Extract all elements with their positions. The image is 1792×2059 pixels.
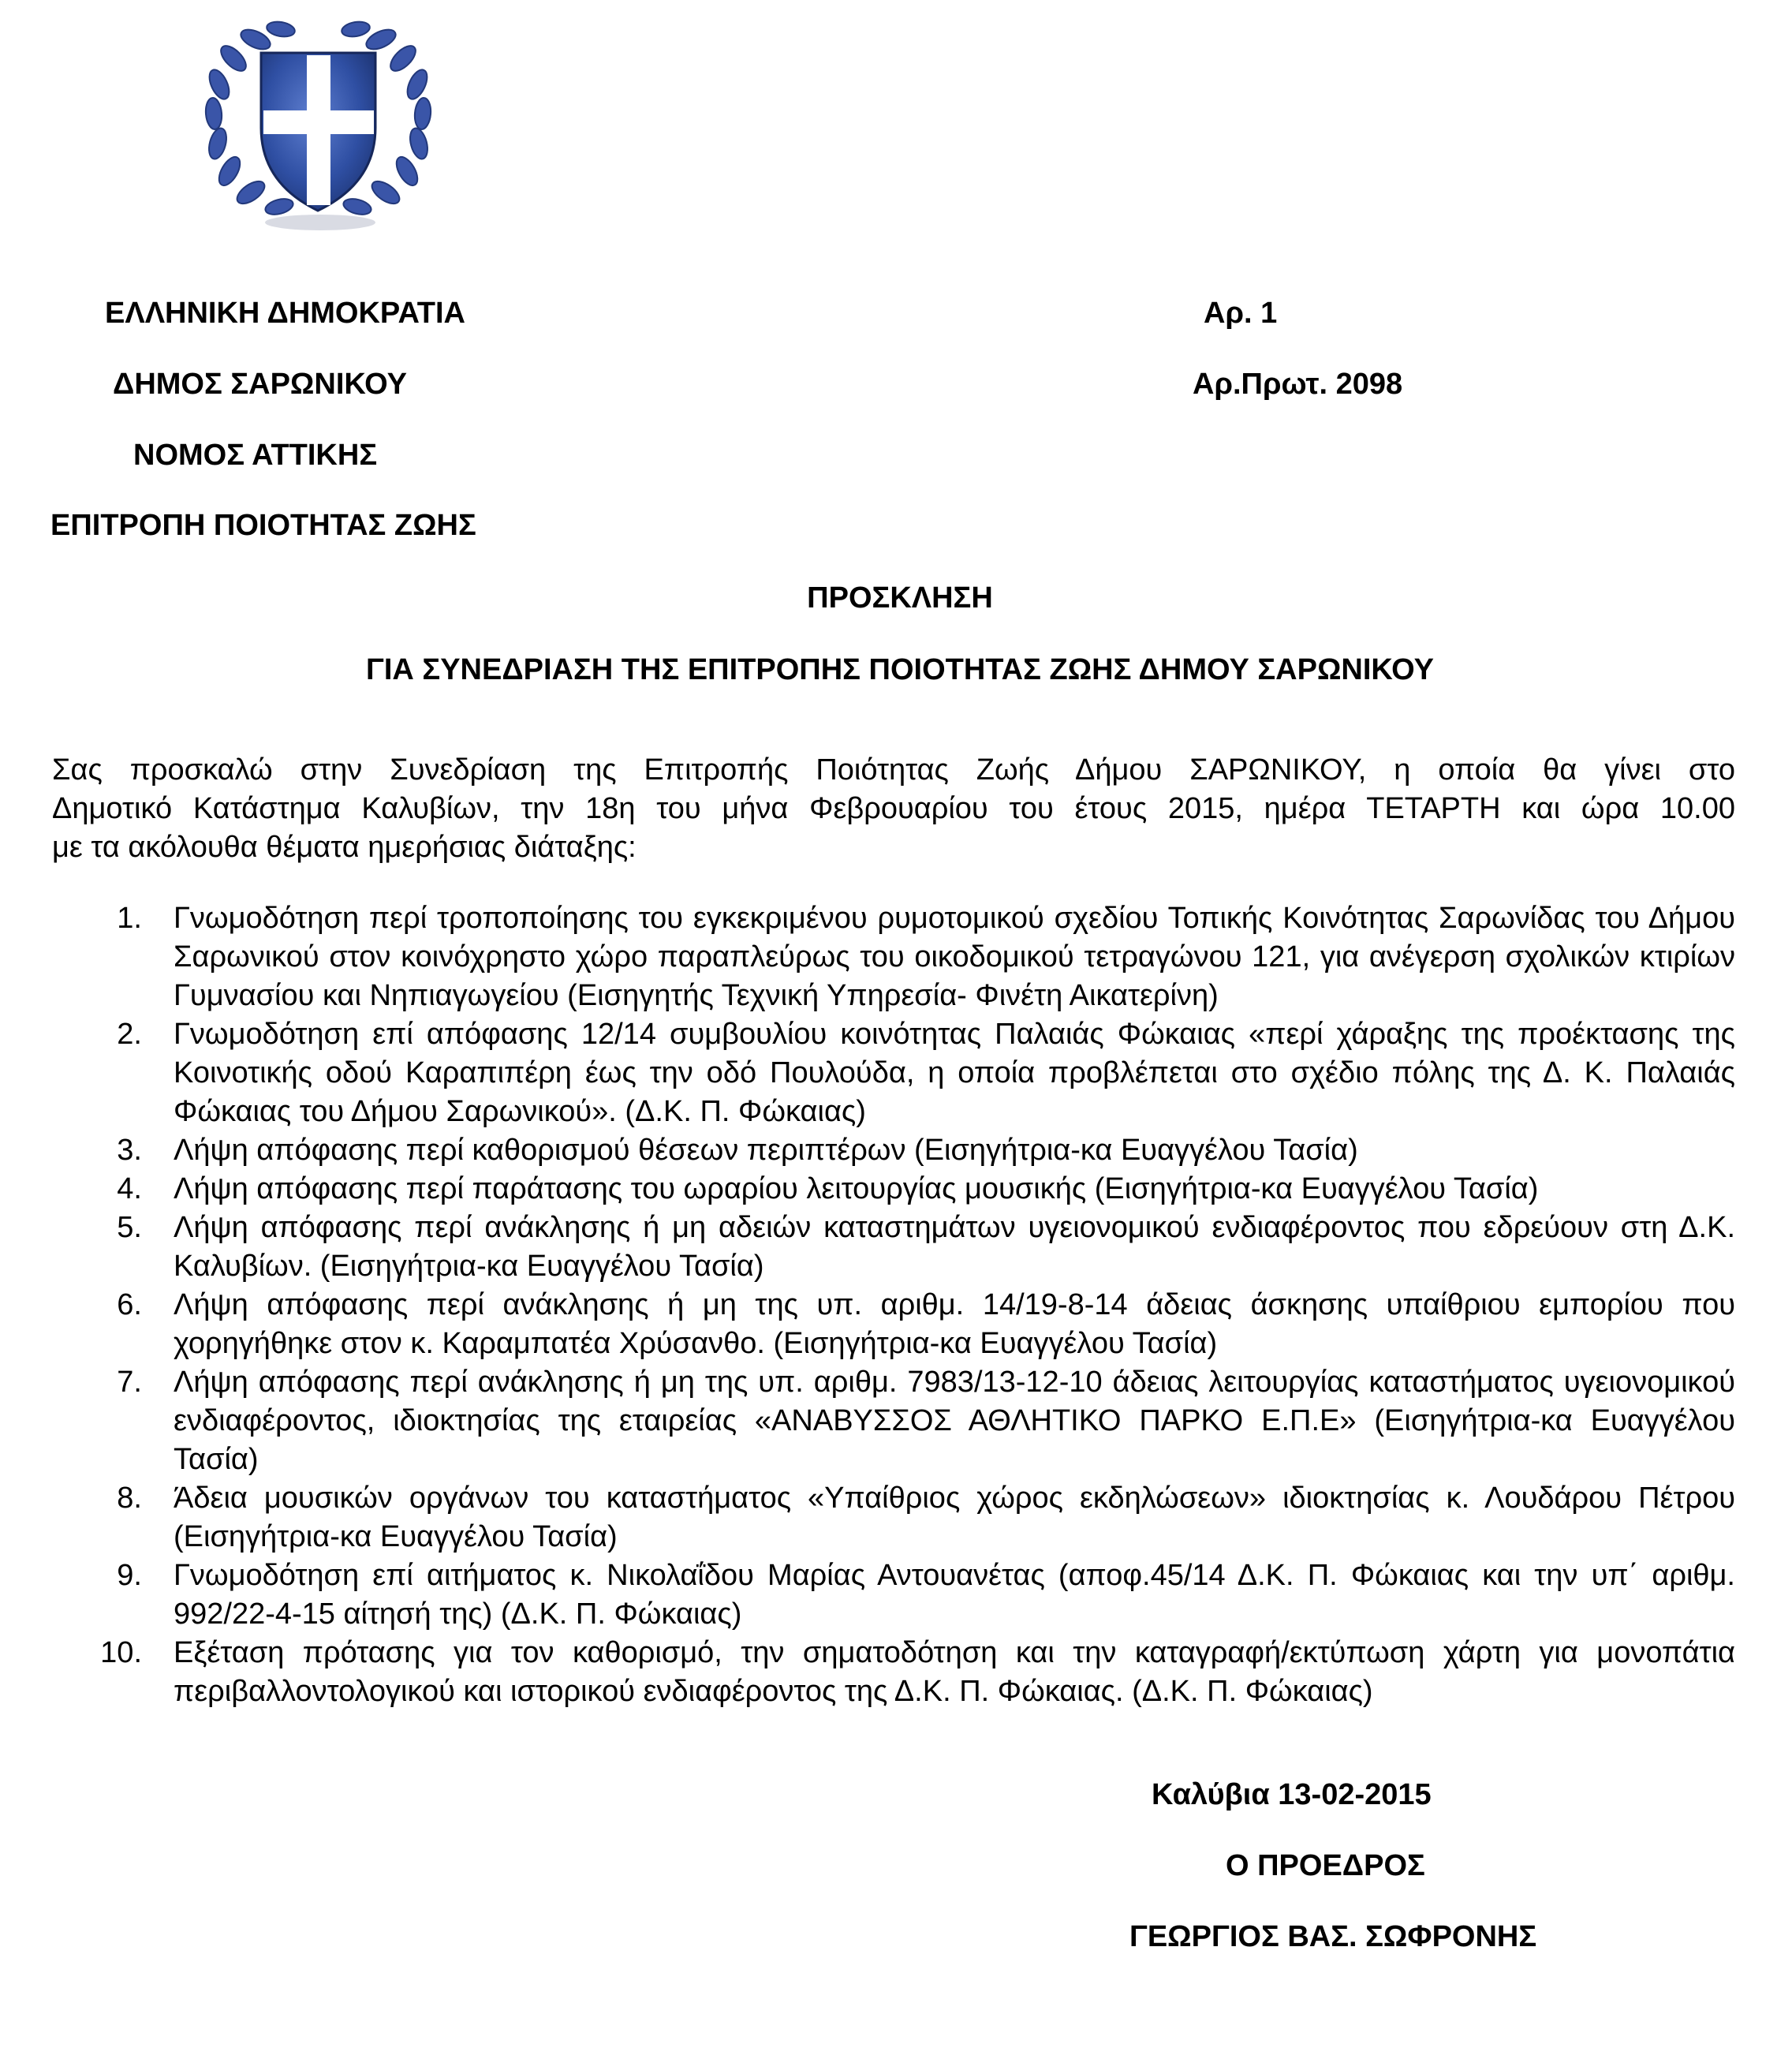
intro-line: Δημοτικό Κατάστημα Καλυβίων, την 18η του μήνα Φεβρουαρίου του έτους 2015, ημέρα ΤΕΤΑΡΤΗ και ώρα 10.00 bbox=[52, 792, 1735, 825]
agenda-item-text: Γνωμοδότηση επί αιτήματος κ. Νικολαΐδου Μαρίας Αντουανέτας (αποφ.45/14 Δ.Κ. Π. Φώκαιας και την υπ΄ αριθμ. 992/22-4-15 αίτησή της) (Δ.Κ. Π. Φώκαιας) bbox=[174, 1559, 1735, 1631]
agenda-item bbox=[52, 1634, 1735, 1711]
agenda-item bbox=[52, 1286, 1735, 1363]
greek-coat-of-arms-icon bbox=[186, 9, 446, 238]
agenda-item-number: 9. bbox=[117, 1559, 142, 1592]
signatory-role: Ο ΠΡΟΕΔΡΟΣ bbox=[1226, 1849, 1425, 1882]
agenda-list bbox=[52, 899, 1735, 1711]
agenda-item bbox=[52, 1015, 1735, 1131]
agenda-item-text: Λήψη απόφασης περί ανάκλησης ή μη της υπ. αριθμ. 7983/13-12-10 άδειας λειτουργίας καταστήματος υγειονομικού ενδιαφέροντος, ιδιοκτησίας της εταιρείας «ΑΝΑΒΥΣΣΟΣ ΑΘΛΗΤΙΚΟ ΠΑΡΚΟ Ε.Π.Ε» (Εισηγήτρια-κα Ευαγγέλου Τασία) bbox=[174, 1366, 1735, 1476]
agenda-item bbox=[52, 1170, 1735, 1209]
intro-line: Σας προσκαλώ στην Συνεδρίαση της Επιτροπής Ποιότητας Ζωής Δήμου ΣΑΡΩΝΙΚΟΥ, η οποία θα γίνει στο bbox=[52, 753, 1735, 787]
agenda-item-number: 3. bbox=[117, 1134, 142, 1167]
document-number: Αρ. 1 bbox=[1204, 297, 1278, 330]
signatory-name: ΓΕΩΡΓΙΟΣ ΒΑΣ. ΣΩΦΡΟΝΗΣ bbox=[1129, 1920, 1537, 1953]
agenda-item bbox=[52, 1479, 1735, 1556]
agenda-item-text: Εξέταση πρότασης για τον καθορισμό, την σηματοδότηση και την καταγραφή/εκτύπωση χάρτη για μονοπάτια περιβαλλοντολογικού και ιστορικού ενδιαφέροντος της Δ.Κ. Π. Φώκαιας. (Δ.Κ. Π. Φώκαιας) bbox=[174, 1636, 1735, 1708]
republic-heading: ΕΛΛΗΝΙΚΗ ΔΗΜΟΚΡΑΤΙΑ bbox=[105, 297, 465, 330]
agenda-item bbox=[52, 899, 1735, 1015]
agenda-item-number: 8. bbox=[117, 1482, 142, 1515]
prefecture-heading: ΝΟΜΟΣ ΑΤΤΙΚΗΣ bbox=[133, 439, 378, 472]
agenda-item-number: 7. bbox=[117, 1366, 142, 1399]
agenda-item bbox=[52, 1363, 1735, 1479]
agenda-item-number: 10. bbox=[100, 1636, 142, 1669]
page-title: ΠΡΟΣΚΛΗΣΗ bbox=[807, 581, 993, 615]
agenda-item bbox=[52, 1131, 1735, 1170]
agenda-item-number: 5. bbox=[117, 1211, 142, 1244]
intro-line: με τα ακόλουθα θέματα ημερήσιας διάταξης: bbox=[52, 831, 637, 864]
agenda-item-text: Λήψη απόφασης περί ανάκλησης ή μη αδειών καταστημάτων υγειονομικού ενδιαφέροντος που εδρεύουν στη Δ.Κ. Καλυβίων. (Εισηγήτρια-κα Ευαγγέλου Τασία) bbox=[174, 1211, 1735, 1283]
agenda-item bbox=[52, 1209, 1735, 1286]
agenda-item-number: 6. bbox=[117, 1288, 142, 1321]
committee-heading: ΕΠΙΤΡΟΠΗ ΠΟΙΟΤΗΤΑΣ ΖΩΗΣ bbox=[50, 509, 476, 542]
intro-paragraph bbox=[52, 751, 1735, 867]
agenda-item-text: Λήψη απόφασης περί καθορισμού θέσεων περιπτέρων (Εισηγήτρια-κα Ευαγγέλου Τασία) bbox=[174, 1134, 1358, 1167]
agenda-item bbox=[52, 1556, 1735, 1634]
municipality-heading: ΔΗΜΟΣ ΣΑΡΩΝΙΚΟΥ bbox=[113, 368, 407, 401]
agenda-item-number: 4. bbox=[117, 1172, 142, 1205]
agenda-item-text: Άδεια μουσικών οργάνων του καταστήματος «Υπαίθριος χώρος εκδηλώσεων» ιδιοκτησίας κ. Λουδάρου Πέτρου (Εισηγήτρια-κα Ευαγγέλου Τασία) bbox=[174, 1482, 1735, 1553]
agenda-item-text: Γνωμοδότηση περί τροποποίησης του εγκεκριμένου ρυμοτομικού σχεδίου Τοπικής Κοινότητας Σαρωνίδας του Δήμου Σαρωνικού στον κοινόχρηστο χώρο παραπλεύρως του οικοδομικού τετραγώνου 121, για ανέγερση σχολικών κτιρίων Γυμνασίου και Νηπιαγωγείου (Εισηγητής Τεχνική Υπηρεσία- Φινέτη Αικατερίνη) bbox=[174, 902, 1735, 1012]
agenda-item-text: Γνωμοδότηση επί απόφασης 12/14 συμβουλίου κοινότητας Παλαιάς Φώκαιας «περί χάραξης της προέκτασης της Κοινοτικής οδού Καραπιπέρη έως την οδό Πουλούδα, η οποία προβλέπεται στο σχέδιο πόλης της Δ. Κ. Παλαιάς Φώκαιας του Δήμου Σαρωνικού». (Δ.Κ. Π. Φώκαιας) bbox=[174, 1018, 1735, 1128]
agenda-item-number: 1. bbox=[117, 902, 142, 935]
agenda-item-text: Λήψη απόφασης περί ανάκλησης ή μη της υπ. αριθμ. 14/19-8-14 άδειας άσκησης υπαίθριου εμπορίου που χορηγήθηκε στον κ. Καραμπατέα Χρύσανθο. (Εισηγήτρια-κα Ευαγγέλου Τασία) bbox=[174, 1288, 1735, 1360]
agenda-item-text: Λήψη απόφασης περί παράτασης του ωραρίου λειτουργίας μουσικής (Εισηγήτρια-κα Ευαγγέλου Τασία) bbox=[174, 1172, 1539, 1205]
page-subtitle: ΓΙΑ ΣΥΝΕΔΡΙΑΣΗ ΤΗΣ ΕΠΙΤΡΟΠΗΣ ΠΟΙΟΤΗΤΑΣ ΖΩΗΣ ΔΗΜΟΥ ΣΑΡΩΝΙΚΟΥ bbox=[366, 653, 1434, 686]
agenda-item-number: 2. bbox=[117, 1018, 142, 1051]
place-date: Καλύβια 13-02-2015 bbox=[1152, 1778, 1432, 1811]
protocol-number: Αρ.Πρωτ. 2098 bbox=[1193, 368, 1403, 401]
